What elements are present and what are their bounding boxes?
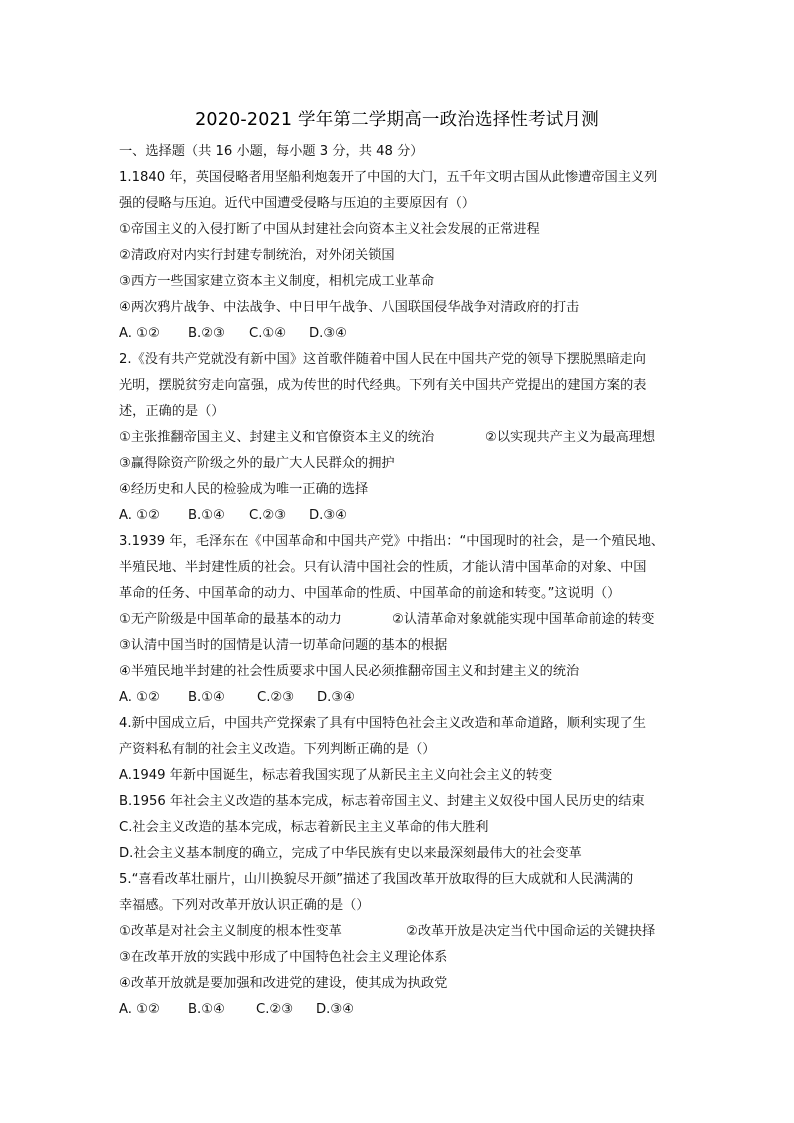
- q1-item-1: ①帝国主义的入侵打断了中国从封建社会向资本主义社会发展的正常进程: [119, 222, 540, 237]
- q2-stem-line-2: 光明，摆脱贫穷走向富强，成为传世的时代经典。下列有关中国共产党提出的建国方案的表: [119, 378, 647, 393]
- q5-option-b[interactable]: B.①④: [188, 1002, 225, 1017]
- q1-item-3: ③西方一些国家建立资本主义制度，相机完成工业革命: [119, 274, 435, 289]
- q1-options: [119, 325, 347, 343]
- q1-option-c[interactable]: C.①④: [249, 326, 287, 341]
- q3-options: [119, 689, 355, 707]
- q3-items-row-1: [119, 611, 654, 629]
- q3-item-4: ④半殖民地半封建的社会性质要求中国人民必须推翻帝国主义和封建主义的统治: [119, 664, 580, 679]
- q1-option-b[interactable]: B.②③: [188, 326, 225, 341]
- q5-items-row-1: [119, 923, 655, 941]
- q1-stem-line-1: 1.1840 年，英国侵略者用坚船利炮轰开了中国的大门，五千年文明古国从此惨遭帝国主义列: [119, 170, 658, 185]
- q2-stem-line-3: 述，正确的是（）: [119, 404, 225, 419]
- section-heading: 一、选择题（共 16 小题，每小题 3 分，共 48 分）: [119, 144, 424, 159]
- q2-option-d[interactable]: D.③④: [309, 508, 347, 523]
- q5-item-2: ②改革开放是决定当代中国命运的关键抉择: [406, 924, 656, 939]
- q4-option-c[interactable]: C.社会主义改造的基本完成，标志着新民主主义革命的伟大胜利: [119, 820, 489, 835]
- q5-option-d[interactable]: D.③④: [316, 1002, 354, 1017]
- q2-item-1: ①主张推翻帝国主义、封建主义和官僚资本主义的统治: [119, 430, 435, 445]
- q3-option-b[interactable]: B.①④: [188, 690, 225, 705]
- q5-stem-line-2: 幸福感。下列对改革开放认识正确的是（）: [119, 898, 370, 913]
- q5-option-a[interactable]: A. ①②: [119, 1002, 160, 1017]
- q2-items-row-1: [119, 429, 655, 447]
- q5-item-1: ①改革是对社会主义制度的根本性变革: [119, 924, 342, 939]
- q2-item-2: ②以实现共产主义为最高理想: [485, 430, 656, 445]
- q2-option-c[interactable]: C.②③: [249, 508, 287, 523]
- q3-item-2: ②认清革命对象就能实现中国革命前途的转变: [392, 612, 655, 627]
- q3-stem-line-3: 革命的任务、中国革命的动力、中国革命的性质、中国革命的前途和转变。”这说明（）: [119, 586, 621, 601]
- q2-item-3: ③赢得除资产阶级之外的最广大人民群众的拥护: [119, 456, 395, 471]
- page-title: 2020-2021 学年第二学期高一政治选择性考试月测: [195, 110, 599, 130]
- q4-option-d[interactable]: D.社会主义基本制度的确立，完成了中华民族有史以来最深刻最伟大的社会变革: [119, 846, 582, 861]
- q1-item-4: ④两次鸦片战争、中法战争、中日甲午战争、八国联国侵华战争对清政府的打击: [119, 300, 580, 315]
- q5-options: [119, 1001, 354, 1019]
- q3-option-d[interactable]: D.③④: [317, 690, 355, 705]
- q2-stem-line-1: 2.《没有共产党就没有新中国》这首歌伴随着中国人民在中国共产党的领导下摆脱黑暗走向: [119, 352, 646, 367]
- q3-stem-line-1: 3.1939 年，毛泽东在《中国革命和中国共产党》中指出：“中国现时的社会，是一个殖民地、: [119, 534, 665, 549]
- q2-options: [119, 507, 347, 525]
- q3-item-1: ①无产阶级是中国革命的最基本的动力: [119, 612, 342, 627]
- q2-item-4: ④经历史和人民的检验成为唯一正确的选择: [119, 482, 369, 497]
- q5-stem-line-1: 5.“喜看改革壮丽片，山川换貌尽开颜”描述了我国改革开放取得的巨大成就和人民满满的: [119, 872, 634, 887]
- q2-option-a[interactable]: A. ①②: [119, 508, 160, 523]
- q4-option-a[interactable]: A.1949 年新中国诞生，标志着我国实现了从新民主主义向社会主义的转变: [119, 768, 553, 783]
- q4-stem-line-1: 4.新中国成立后，中国共产党探索了具有中国特色社会主义改造和革命道路，顺利实现了生: [119, 716, 646, 731]
- q3-option-a[interactable]: A. ①②: [119, 690, 160, 705]
- q5-option-c[interactable]: C.②③: [256, 1002, 294, 1017]
- q1-option-a[interactable]: A. ①②: [119, 326, 160, 341]
- q4-option-b[interactable]: B.1956 年社会主义改造的基本完成，标志着帝国主义、封建主义奴役中国人民历史的结束: [119, 794, 645, 809]
- q3-stem-line-2: 半殖民地、半封建性质的社会。只有认清中国社会的性质，才能认清中国革命的对象、中国: [119, 560, 647, 575]
- q3-option-c[interactable]: C.②③: [257, 690, 295, 705]
- q1-option-d[interactable]: D.③④: [309, 326, 347, 341]
- q5-item-3: ③在改革开放的实践中形成了中国特色社会主义理论体系: [119, 950, 448, 965]
- q2-option-b[interactable]: B.①④: [188, 508, 225, 523]
- q4-stem-line-2: 产资料私有制的社会主义改造。下列判断正确的是（）: [119, 742, 436, 757]
- q1-item-2: ②清政府对内实行封建专制统治，对外闭关锁国: [119, 248, 395, 263]
- q1-stem-line-2: 强的侵略与压迫。近代中国遭受侵略与压迫的主要原因有（）: [119, 196, 476, 211]
- q3-item-3: ③认清中国当时的国情是认清一切革命问题的基本的根据: [119, 638, 448, 653]
- q5-item-4: ④改革开放就是要加强和改进党的建设，使其成为执政党: [119, 976, 448, 991]
